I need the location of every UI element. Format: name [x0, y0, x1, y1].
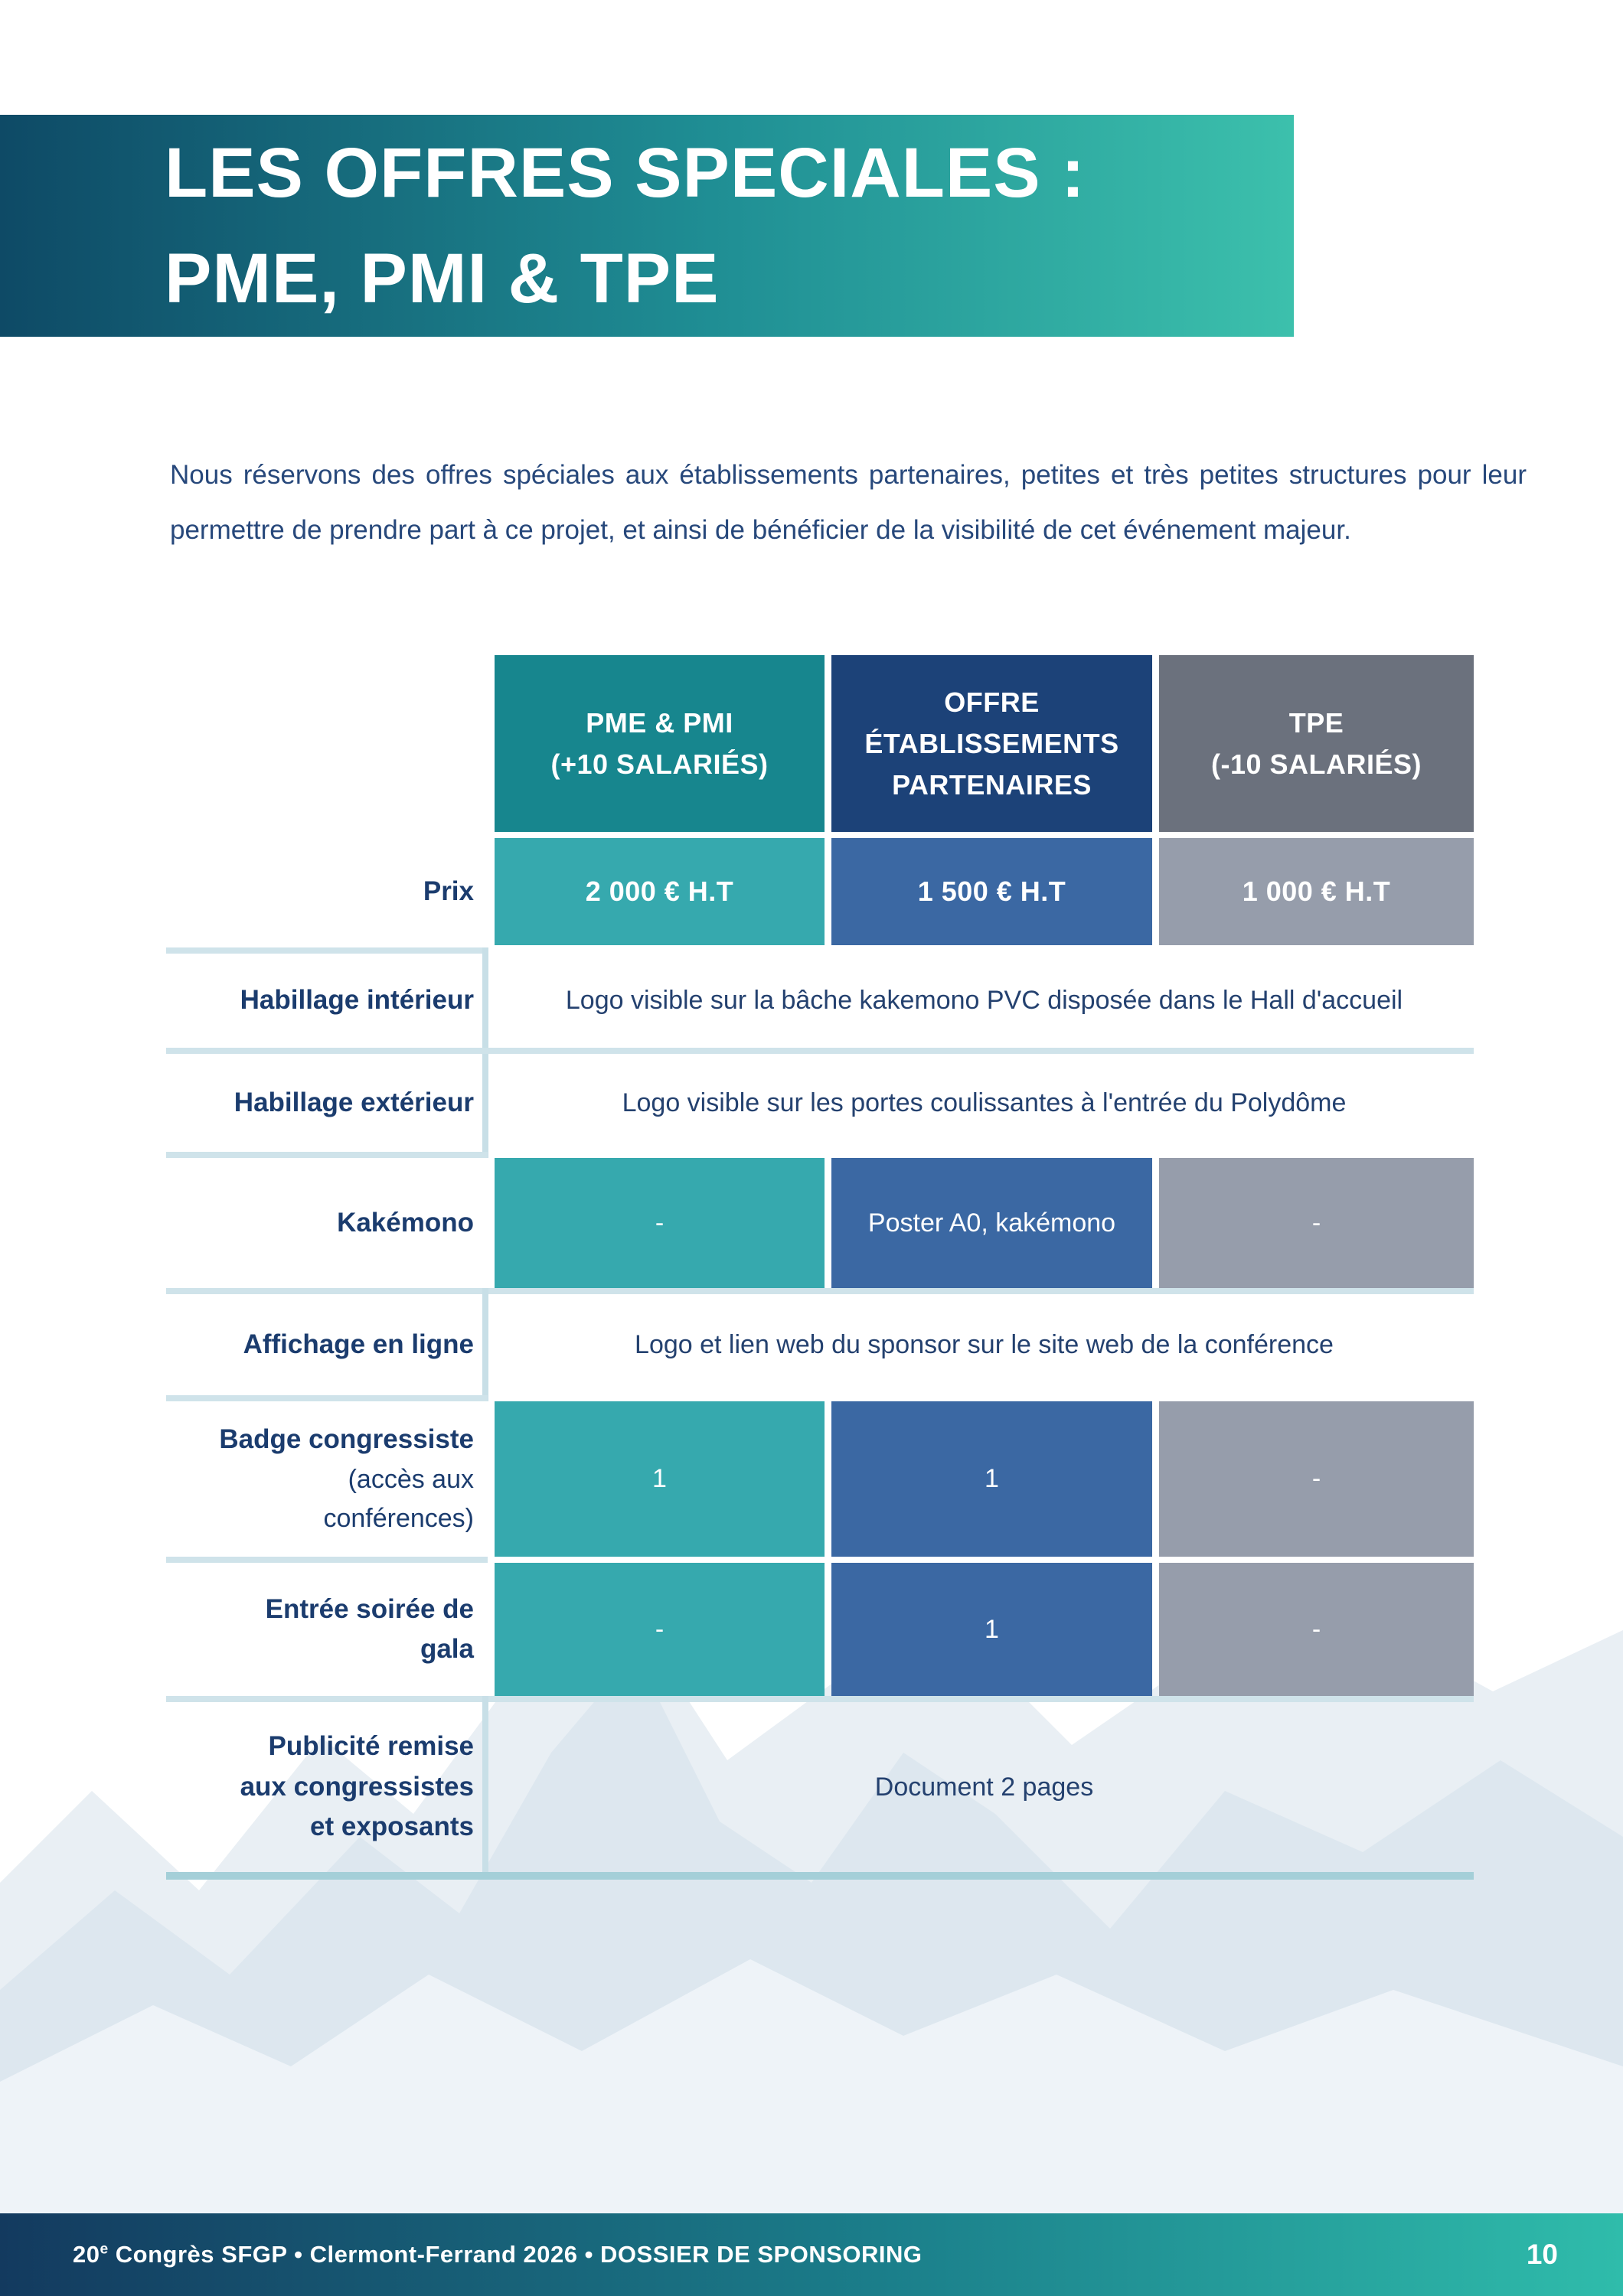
publicite-text: Document 2 pages — [874, 1772, 1094, 1802]
affichage-en-ligne-text: Logo et lien web du sponsor sur le site web de la conférence — [635, 1329, 1334, 1359]
table-row-habillage-exterieur — [166, 1054, 1474, 1152]
gala-tpe-cell: - — [1159, 1563, 1474, 1696]
habillage-interieur-text: Logo visible sur la bâche kakemono PVC disposée dans le Hall d'accueil — [565, 986, 1403, 1015]
row-separator — [166, 1557, 488, 1563]
table-row-prix — [166, 838, 1474, 945]
row-separator — [166, 1696, 1474, 1702]
footer-document-title — [73, 2241, 923, 2268]
footer-edition-superscript: e — [100, 2241, 109, 2258]
row-label-badge-congressiste: Badge congressiste (accès aux conférences) — [219, 1424, 474, 1533]
page-number: 10 — [1526, 2239, 1558, 2270]
table-row-badge-congressiste — [166, 1401, 1474, 1557]
row-separator — [166, 1288, 1474, 1294]
column-header-pme-pmi: PME & PMI (+10 SALARIÉS) — [495, 655, 825, 832]
table-bottom-border — [166, 1872, 1474, 1880]
column-header-tpe: TPE (-10 SALARIÉS) — [1159, 655, 1474, 832]
row-label-publicite: Publicité remise aux congressistes et exposants — [240, 1731, 474, 1842]
page-title-banner — [0, 115, 1294, 337]
column-header-etablissements: OFFRE ÉTABLISSEMENTS PARTENAIRES — [831, 655, 1152, 832]
page-title-line-2: PME, PMI & TPE — [165, 240, 720, 318]
table-header-row — [166, 655, 1474, 832]
row-label-affichage-en-ligne: Affichage en ligne — [243, 1329, 474, 1359]
kakemono-etablissements-cell: Poster A0, kakémono — [831, 1158, 1152, 1288]
table-row-entree-soiree-gala — [166, 1563, 1474, 1696]
badge-etablissements-cell: 1 — [831, 1401, 1152, 1557]
intro-paragraph: Nous réservons des offres spéciales aux établissements partenaires, petites et très petites structures pour leur permettre de prendre part à ce projet, et ainsi de bénéficier de la visibilité de cet événement majeur. — [170, 460, 1527, 545]
prix-etablissements-cell: 1 500 € H.T — [831, 838, 1152, 945]
table-row-publicite — [166, 1702, 1474, 1872]
prix-pme-cell: 2 000 € H.T — [495, 838, 825, 945]
badge-pme-cell: 1 — [495, 1401, 825, 1557]
footer-title-text: Congrès SFGP • Clermont-Ferrand 2026 • DOSSIER DE SPONSORING — [115, 2241, 923, 2268]
table-row-affichage-en-ligne — [166, 1294, 1474, 1395]
row-label-prix: Prix — [423, 876, 474, 906]
header-empty-cell — [166, 655, 488, 832]
row-label-kakemono: Kakémono — [337, 1207, 474, 1238]
footer-edition-number: 20 — [73, 2241, 100, 2268]
habillage-exterieur-text: Logo visible sur les portes coulissantes à l'entrée du Polydôme — [622, 1088, 1347, 1117]
page-title-line-1: LES OFFRES SPECIALES : — [165, 134, 1086, 212]
kakemono-pme-cell: - — [495, 1158, 825, 1288]
table-row-kakemono — [166, 1158, 1474, 1288]
page-footer — [0, 2213, 1623, 2296]
gala-pme-cell: - — [495, 1563, 825, 1696]
table-row-habillage-interieur — [166, 954, 1474, 1048]
row-label-habillage-exterieur: Habillage extérieur — [233, 1087, 474, 1117]
badge-tpe-cell: - — [1159, 1401, 1474, 1557]
row-separator — [166, 1395, 488, 1401]
row-separator — [166, 947, 488, 954]
row-separator — [166, 1048, 1474, 1054]
prix-tpe-cell: 1 000 € H.T — [1159, 838, 1474, 945]
row-label-entree-soiree-gala: Entrée soirée de gala — [265, 1593, 474, 1664]
kakemono-tpe-cell: - — [1159, 1158, 1474, 1288]
gala-etablissements-cell: 1 — [831, 1563, 1152, 1696]
offers-table — [166, 655, 1474, 1881]
row-separator — [166, 1152, 488, 1158]
row-label-habillage-interieur: Habillage intérieur — [240, 985, 474, 1016]
